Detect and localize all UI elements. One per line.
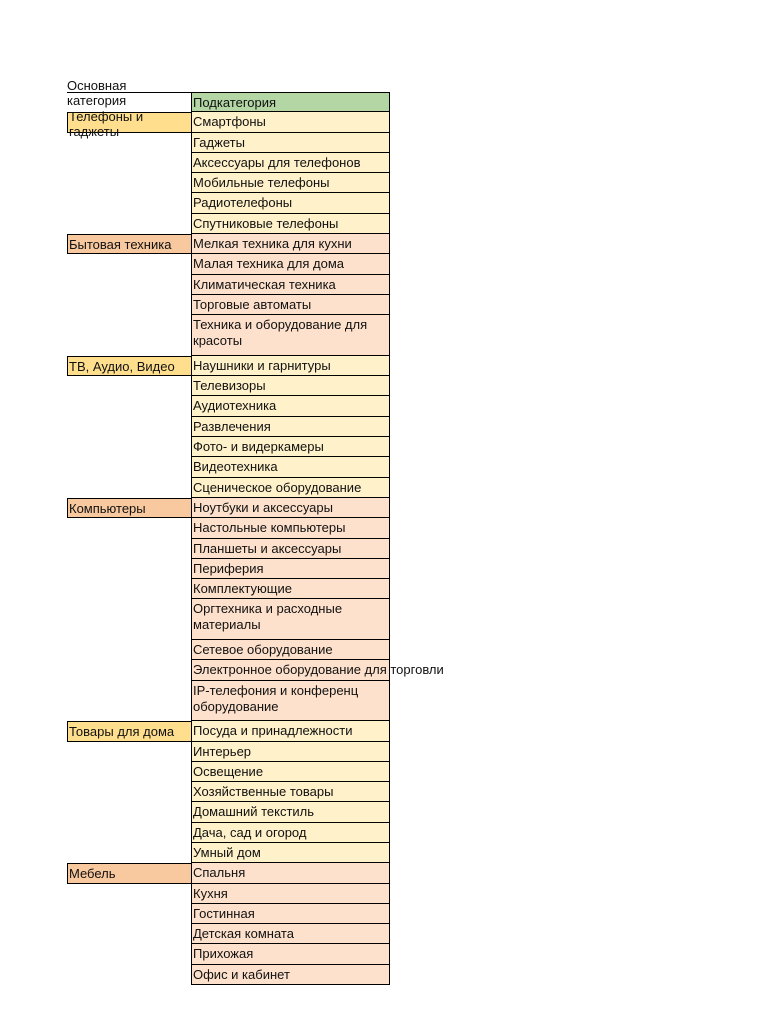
subcategory-cell[interactable] bbox=[191, 275, 390, 295]
subcategory-text: Кухня bbox=[193, 885, 228, 901]
main-category-cell[interactable] bbox=[67, 579, 191, 599]
table-row bbox=[67, 742, 390, 762]
subcategory-cell[interactable] bbox=[191, 863, 390, 883]
subcategory-cell[interactable] bbox=[191, 559, 390, 579]
subcategory-cell[interactable] bbox=[191, 254, 390, 274]
table-row bbox=[67, 559, 390, 579]
subcategory-text: Настольные компьютеры bbox=[193, 520, 346, 536]
table-row bbox=[67, 295, 390, 315]
subcategory-cell[interactable] bbox=[191, 599, 390, 640]
subcategory-cell[interactable] bbox=[191, 924, 390, 944]
table-row bbox=[67, 863, 390, 883]
main-category-cell[interactable] bbox=[67, 539, 191, 559]
table-row bbox=[67, 660, 444, 680]
subcategory-cell[interactable] bbox=[191, 112, 390, 132]
subcategory-cell[interactable] bbox=[191, 478, 390, 498]
subcategory-cell[interactable] bbox=[191, 742, 390, 762]
main-category-text: Товары для дома bbox=[69, 724, 175, 740]
subcategory-cell[interactable] bbox=[191, 457, 390, 477]
subcategory-text: Мелкая техника для кухни bbox=[193, 236, 352, 252]
table-row bbox=[67, 457, 390, 477]
subcategory-cell[interactable] bbox=[191, 802, 390, 822]
subcategory-text: Периферия bbox=[193, 560, 264, 576]
subcategory-cell[interactable] bbox=[191, 944, 390, 964]
table-row bbox=[67, 539, 390, 559]
main-category-cell[interactable] bbox=[67, 599, 191, 640]
subcategory-cell[interactable] bbox=[191, 193, 390, 213]
table-row bbox=[67, 762, 390, 782]
subcategory-cell[interactable] bbox=[191, 396, 390, 416]
subcategory-text: Электронное оборудование для торговли bbox=[193, 662, 444, 678]
main-category-header-text: Основная категория bbox=[67, 78, 127, 108]
main-category-cell[interactable] bbox=[67, 234, 191, 254]
main-category-cell[interactable] bbox=[67, 904, 191, 924]
table-row bbox=[67, 133, 390, 153]
subcategory-header-cell[interactable] bbox=[191, 92, 390, 112]
main-category-cell[interactable] bbox=[67, 681, 191, 722]
main-category-text: Компьютеры bbox=[69, 500, 146, 516]
main-category-cell[interactable] bbox=[67, 214, 191, 234]
subcategory-cell[interactable] bbox=[191, 315, 390, 356]
subcategory-text: Посуда и принадлежности bbox=[193, 723, 353, 739]
subcategory-text: Малая техника для дома bbox=[193, 256, 344, 272]
main-category-cell[interactable] bbox=[67, 782, 191, 802]
main-category-cell[interactable] bbox=[67, 396, 191, 416]
table-row bbox=[67, 640, 390, 660]
table-row bbox=[67, 944, 390, 964]
subcategory-text: Дача, сад и огород bbox=[193, 824, 307, 840]
subcategory-header-text: Подкатегория bbox=[193, 95, 277, 110]
main-category-cell[interactable] bbox=[67, 843, 191, 863]
table-row bbox=[67, 721, 390, 741]
main-category-cell[interactable] bbox=[67, 742, 191, 762]
subcategory-text: Спутниковые телефоны bbox=[193, 215, 339, 231]
table-body bbox=[67, 109, 444, 985]
table-row bbox=[67, 356, 390, 376]
subcategory-cell[interactable] bbox=[191, 295, 390, 315]
main-category-cell[interactable] bbox=[67, 884, 191, 904]
subcategory-text: Домашний текстиль bbox=[193, 804, 315, 820]
main-category-text: Мебель bbox=[69, 866, 116, 882]
subcategory-text: Ноутбуки и аксессуары bbox=[193, 499, 333, 515]
main-category-cell[interactable] bbox=[67, 437, 191, 457]
main-category-cell[interactable] bbox=[67, 559, 191, 579]
subcategory-text: Освещение bbox=[193, 763, 264, 779]
main-category-text: ТВ, Аудио, Видео bbox=[69, 358, 175, 374]
subcategory-cell[interactable] bbox=[191, 904, 390, 924]
table-row bbox=[67, 109, 390, 140]
subcategory-cell[interactable] bbox=[191, 762, 390, 782]
subcategory-text: Техника и оборудование для красоты bbox=[193, 317, 368, 349]
subcategory-text: Спальня bbox=[193, 865, 246, 881]
subcategory-text: Офис и кабинет bbox=[193, 966, 290, 982]
subcategory-text: Наушники и гарнитуры bbox=[193, 357, 331, 373]
main-category-cell[interactable] bbox=[67, 133, 191, 153]
table-row bbox=[67, 965, 390, 985]
main-category-cell[interactable] bbox=[67, 762, 191, 782]
table-row bbox=[67, 437, 390, 457]
main-category-cell[interactable] bbox=[67, 376, 191, 396]
subcategory-text: Торговые автоматы bbox=[193, 296, 312, 312]
subcategory-cell[interactable] bbox=[191, 640, 390, 660]
table-row bbox=[67, 478, 390, 498]
main-category-cell[interactable] bbox=[67, 498, 191, 518]
subcategory-cell[interactable] bbox=[191, 173, 390, 193]
main-category-cell[interactable] bbox=[67, 518, 191, 538]
subcategory-text: Комплектующие bbox=[193, 581, 292, 597]
subcategory-text: Видеотехника bbox=[193, 459, 278, 475]
subcategory-text: Умный дом bbox=[193, 844, 261, 860]
main-category-cell[interactable] bbox=[67, 193, 191, 213]
table-row bbox=[67, 193, 390, 213]
table-row bbox=[67, 417, 390, 437]
main-category-cell[interactable] bbox=[67, 173, 191, 193]
subcategory-text: Климатическая техника bbox=[193, 276, 336, 292]
subcategory-cell[interactable] bbox=[191, 518, 390, 538]
table-row bbox=[67, 843, 390, 863]
subcategory-text: Аудиотехника bbox=[193, 398, 277, 414]
main-category-text: Телефоны и гаджеты bbox=[69, 109, 144, 140]
main-category-cell[interactable] bbox=[67, 823, 191, 843]
table-row bbox=[67, 498, 390, 518]
main-category-cell[interactable] bbox=[67, 417, 191, 437]
table-row bbox=[67, 376, 390, 396]
subcategory-text: Прихожая bbox=[193, 946, 254, 962]
main-category-cell[interactable] bbox=[67, 254, 191, 274]
subcategory-cell[interactable] bbox=[191, 214, 390, 234]
table-row bbox=[67, 802, 390, 822]
main-category-cell[interactable] bbox=[67, 965, 191, 985]
subcategory-text: Интерьер bbox=[193, 743, 252, 759]
subcategory-text: Оргтехника и расходные материалы bbox=[193, 601, 343, 633]
subcategory-text: Планшеты и аксессуары bbox=[193, 540, 342, 556]
main-category-cell[interactable] bbox=[67, 802, 191, 822]
subcategory-cell[interactable] bbox=[191, 782, 390, 802]
main-category-cell[interactable] bbox=[67, 356, 191, 376]
subcategory-text: Гостинная bbox=[193, 905, 255, 921]
table-row bbox=[67, 681, 390, 722]
subcategory-text: IP-телефония и конференц оборудование bbox=[193, 682, 359, 714]
subcategory-cell[interactable] bbox=[191, 133, 390, 153]
subcategory-text: Сетевое оборудование bbox=[193, 642, 333, 658]
subcategory-text: Хозяйственные товары bbox=[193, 784, 334, 800]
table-row bbox=[67, 153, 390, 173]
table-row bbox=[67, 782, 390, 802]
subcategory-text: Радиотелефоны bbox=[193, 195, 293, 211]
table-row bbox=[67, 579, 390, 599]
main-category-cell[interactable] bbox=[67, 660, 191, 680]
main-category-cell[interactable] bbox=[67, 863, 191, 883]
main-category-cell[interactable] bbox=[67, 109, 191, 140]
subcategory-text: Мобильные телефоны bbox=[193, 175, 330, 191]
table-row bbox=[67, 924, 390, 944]
subcategory-cell[interactable] bbox=[191, 498, 390, 518]
table-row bbox=[67, 518, 390, 538]
subcategory-text: Телевизоры bbox=[193, 378, 266, 394]
subcategory-cell[interactable] bbox=[191, 539, 390, 559]
main-category-cell[interactable] bbox=[67, 275, 191, 295]
main-category-cell[interactable] bbox=[67, 924, 191, 944]
main-category-cell[interactable] bbox=[67, 640, 191, 660]
subcategory-cell[interactable] bbox=[191, 234, 390, 254]
table-row bbox=[67, 254, 390, 274]
table-row bbox=[67, 315, 390, 356]
subcategory-cell[interactable] bbox=[191, 843, 390, 863]
subcategory-cell[interactable] bbox=[191, 660, 444, 680]
subcategory-cell[interactable] bbox=[191, 823, 390, 843]
main-category-cell[interactable] bbox=[67, 153, 191, 173]
subcategory-cell[interactable] bbox=[191, 681, 390, 722]
subcategory-text: Развлечения bbox=[193, 418, 271, 434]
subcategory-cell[interactable] bbox=[191, 965, 390, 985]
table-row bbox=[67, 823, 390, 843]
subcategory-text: Детская комната bbox=[193, 926, 294, 942]
subcategory-cell[interactable] bbox=[191, 721, 390, 741]
table-row bbox=[67, 275, 390, 295]
table-row bbox=[67, 599, 390, 640]
subcategory-cell[interactable] bbox=[191, 417, 390, 437]
subcategory-cell[interactable] bbox=[191, 579, 390, 599]
main-category-cell[interactable] bbox=[67, 295, 191, 315]
subcategory-cell[interactable] bbox=[191, 376, 390, 396]
subcategory-text: Аксессуары для телефонов bbox=[193, 154, 361, 170]
subcategory-text: Смартфоны bbox=[193, 114, 266, 130]
main-category-cell[interactable] bbox=[67, 944, 191, 964]
table-row bbox=[67, 396, 390, 416]
subcategory-text: Сценическое оборудование bbox=[193, 479, 362, 495]
main-category-cell[interactable] bbox=[67, 457, 191, 477]
subcategory-cell[interactable] bbox=[191, 153, 390, 173]
table-row bbox=[67, 884, 390, 904]
main-category-text: Бытовая техника bbox=[69, 237, 172, 253]
main-category-cell[interactable] bbox=[67, 478, 191, 498]
main-category-cell[interactable] bbox=[67, 315, 191, 356]
subcategory-cell[interactable] bbox=[191, 437, 390, 457]
table-row bbox=[67, 234, 390, 254]
main-category-cell[interactable] bbox=[67, 721, 191, 741]
subcategory-text: Фото- и видеркамеры bbox=[193, 439, 324, 455]
subcategory-cell[interactable] bbox=[191, 356, 390, 376]
category-table bbox=[67, 92, 444, 985]
subcategory-text: Гаджеты bbox=[193, 134, 245, 150]
table-row bbox=[67, 214, 390, 234]
subcategory-cell[interactable] bbox=[191, 884, 390, 904]
table-row bbox=[67, 173, 390, 193]
table-row bbox=[67, 904, 390, 924]
